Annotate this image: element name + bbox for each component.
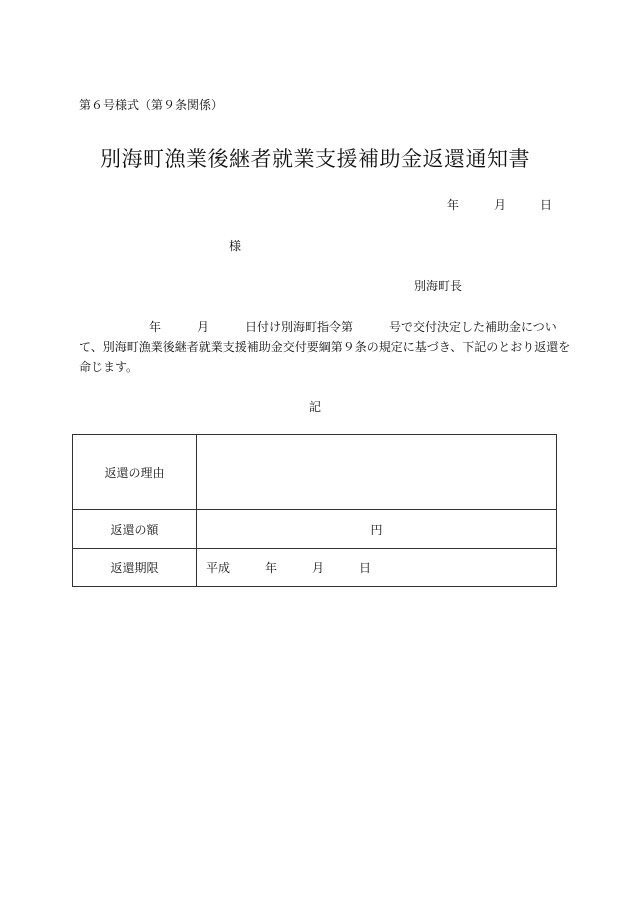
body-month-label: 月 bbox=[197, 320, 210, 334]
body-line-1 bbox=[79, 318, 557, 335]
reason-row bbox=[73, 435, 557, 510]
form-number: 第６号様式（第９条関係） bbox=[79, 98, 224, 112]
body-year-label: 年 bbox=[149, 320, 162, 334]
amount-unit: 円 bbox=[370, 522, 383, 537]
reason-value bbox=[197, 435, 557, 510]
deadline-day: 日 bbox=[359, 561, 372, 575]
deadline-month: 月 bbox=[312, 561, 325, 575]
deadline-label: 返還期限 bbox=[73, 549, 197, 587]
date-year-label: 年 bbox=[447, 198, 460, 212]
deadline-era: 平成 bbox=[206, 561, 231, 575]
deadline-row bbox=[73, 549, 557, 587]
deadline-year: 年 bbox=[265, 561, 278, 575]
deadline-value bbox=[197, 549, 557, 587]
document-title: 別海町漁業後継者就業支援補助金返還通知書 bbox=[100, 147, 530, 171]
refund-table bbox=[72, 434, 557, 587]
body-line-2: て、別海町漁業後継者就業支援補助金交付要綱第９条の規定に基づき、下記のとおり返還を bbox=[79, 340, 571, 354]
addressee-suffix: 様 bbox=[229, 239, 242, 253]
issuer-name: 別海町長 bbox=[414, 279, 463, 293]
amount-value bbox=[197, 510, 557, 549]
amount-label: 返還の額 bbox=[73, 510, 197, 549]
body-text-b: 号で交付決定した補助金につい bbox=[389, 320, 557, 334]
reason-label: 返還の理由 bbox=[73, 435, 197, 510]
amount-row bbox=[73, 510, 557, 549]
body-text-a: 日付け別海町指令第 bbox=[245, 320, 354, 334]
date-day-label: 日 bbox=[540, 198, 553, 212]
body-line-3: 命じます。 bbox=[79, 360, 139, 374]
date-month-label: 月 bbox=[494, 198, 507, 212]
ki-heading: 記 bbox=[308, 400, 321, 414]
